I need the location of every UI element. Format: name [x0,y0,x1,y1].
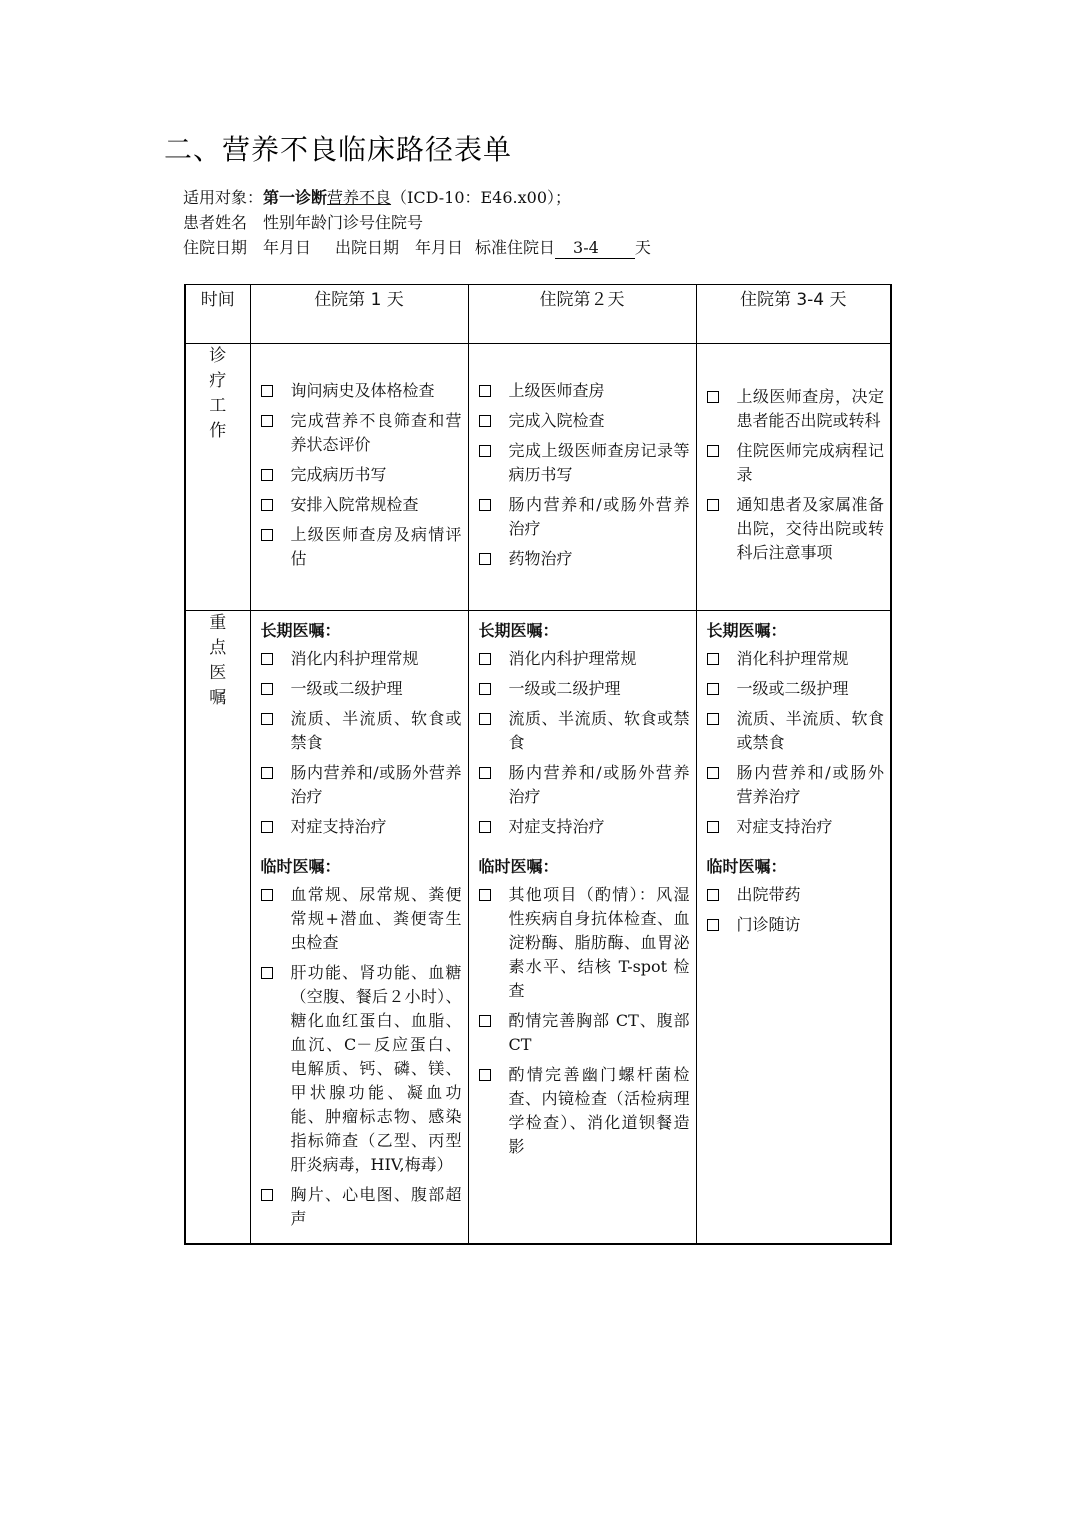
row-label-char: 疗 [209,371,227,391]
checklist-item [707,493,885,565]
orders-day1-cell [250,611,468,1245]
header-day2: 住院第２天 [468,285,696,344]
checklist-item [707,677,885,701]
applicable-line [183,186,571,210]
standard-stay-days: 3-4 [555,238,635,259]
checklist-item-text: 完成病历书写 [290,465,387,484]
checkbox[interactable] [261,683,273,695]
checklist-item [261,493,462,517]
row-label-treatment [185,344,250,611]
checklist-item-text: 上级医师查房 [508,381,605,400]
checklist-item [707,647,885,671]
checkbox[interactable] [479,445,491,457]
treatment-day2-cell [468,344,696,611]
row-label-char: 重 [209,613,227,633]
checklist-item-text: 血常规、尿常规、粪便常规+潜血、粪便寄生虫检查 [290,885,462,952]
checkbox[interactable] [261,821,273,833]
checklist-item [261,409,462,457]
checkbox[interactable] [707,499,719,511]
checkbox[interactable] [261,767,273,779]
checkbox[interactable] [479,499,491,511]
checkbox[interactable] [479,385,491,397]
checklist-item-text: 酌情完善幽门螺杆菌检查、内镜检查（活检病理学检查）、消化道钡餐造影 [508,1065,690,1156]
checkbox[interactable] [261,653,273,665]
checklist-item [479,493,690,541]
checklist-item [261,883,462,955]
row-label-char: 作 [209,421,227,441]
checkbox[interactable] [261,967,273,979]
checklist-item [707,913,885,937]
checklist-item-text: 流质、半流质、软食或禁食 [290,709,462,752]
checklist-item [479,439,690,487]
checkbox[interactable] [261,469,273,481]
checkbox[interactable] [707,821,719,833]
checklist-item [479,647,690,671]
checklist-item [479,1063,690,1159]
checklist-item [261,815,462,839]
checklist-item-text: 肝功能、肾功能、血糖（空腹、餐后２小时）、糖化血红蛋白、血脂、血沉、C－反应蛋白、电解质、钙、磷、镁、甲状腺功能、凝血功能、肿瘤标志物、感染指标筛查（乙型、丙型肝炎病毒，HIV,梅毒） [290,963,462,1174]
discharge-date: 出院日期 年月日 [335,238,464,257]
checklist-item-text: 完成入院检查 [508,411,605,430]
days-unit: 天 [634,238,651,257]
checklist-item [707,883,885,907]
checkbox[interactable] [479,889,491,901]
temporary-orders-heading: 临时医嘱： [260,857,341,876]
long-term-orders-heading: 长期医嘱： [706,621,787,640]
checklist-item-text: 一级或二级护理 [508,679,621,698]
treatment-work-row [185,344,891,611]
checkbox[interactable] [479,1015,491,1027]
row-label-char: 嘱 [209,688,227,708]
checkbox[interactable] [707,767,719,779]
treatment-day1-cell [250,344,468,611]
checklist-item-text: 胸片、心电图、腹部超声 [290,1185,462,1228]
checklist-item-text: 肠内营养和/或肠外营养治疗 [736,763,884,806]
long-term-orders-heading: 长期医嘱： [260,621,341,640]
icd-code: （ICD-10：E46.x00）； [391,188,572,207]
first-diagnosis-label: 第一诊断 [263,188,328,207]
checkbox[interactable] [707,391,719,403]
long-term-orders-heading: 长期医嘱： [478,621,559,640]
checkbox[interactable] [479,653,491,665]
header-row [185,285,891,344]
checkbox[interactable] [261,415,273,427]
checkbox[interactable] [261,889,273,901]
checklist-item-text: 一级或二级护理 [290,679,403,698]
checkbox[interactable] [261,1189,273,1201]
checkbox[interactable] [261,529,273,541]
orders-day2-cell [468,611,696,1245]
checkbox[interactable] [261,713,273,725]
checklist-item-text: 消化内科护理常规 [290,649,419,668]
checklist-item-text: 住院医师完成病程记录 [736,441,884,484]
row-label-char: 诊 [209,346,227,366]
checklist-item [479,379,690,403]
temporary-orders-heading: 临时医嘱： [706,857,787,876]
checklist-item [479,409,690,433]
checklist-item-text: 门诊随访 [736,915,801,934]
checkbox[interactable] [261,499,273,511]
checklist-item-text: 上级医师查房，决定患者能否出院或转科 [736,387,884,430]
checklist-item [261,1183,462,1231]
checklist-item [261,761,462,809]
key-orders-row [185,611,891,1245]
patient-info-line: 患者姓名 性别年龄门诊号住院号 [183,213,424,232]
checklist-item-text: 消化内科护理常规 [508,649,637,668]
checkbox[interactable] [479,767,491,779]
checklist-item [479,677,690,701]
checklist-item-text: 酌情完善胸部 CT、腹部 CT [508,1011,690,1054]
checkbox[interactable] [707,919,719,931]
checklist-item [479,883,690,1003]
checklist-item-text: 对症支持治疗 [290,817,387,836]
checklist-item-text: 肠内营养和/或肠外营养治疗 [508,763,690,806]
diagnosis-value: 营养不良 [327,188,392,207]
dates-line [183,236,651,260]
checklist-item-text: 药物治疗 [508,549,573,568]
checklist-item-text: 肠内营养和/或肠外营养治疗 [290,763,462,806]
checklist-item [261,677,462,701]
checklist-item-text: 安排入院常规检查 [290,495,419,514]
row-label-char: 点 [209,638,227,658]
checklist-item-text: 出院带药 [736,885,801,904]
checklist-item-text: 一级或二级护理 [736,679,849,698]
row-label-char: 医 [209,663,227,683]
checkbox[interactable] [707,889,719,901]
checkbox[interactable] [707,683,719,695]
checklist-item [479,1009,690,1057]
checklist-item-text: 对症支持治疗 [736,817,833,836]
checklist-item [479,761,690,809]
row-label-orders [185,611,250,1245]
checklist-item [261,463,462,487]
checklist-item-text: 上级医师查房及病情评估 [290,525,462,568]
checklist-item-text: 消化科护理常规 [736,649,849,668]
checklist-item [261,961,462,1177]
checkbox[interactable] [479,553,491,565]
row-label-char: 工 [209,396,227,416]
checklist-item [707,439,885,487]
checkbox[interactable] [479,1069,491,1081]
checklist-item [261,647,462,671]
checklist-item-text: 肠内营养和/或肠外营养治疗 [508,495,690,538]
checkbox[interactable] [479,821,491,833]
admission-date: 住院日期 年月日 [183,238,312,257]
checkbox[interactable] [261,385,273,397]
checklist-item-text: 其他项目（酌情）：风湿性疾病自身抗体检查、血淀粉酶、脂肪酶、血胃泌素水平、结核 T-spot 检查 [508,885,690,1000]
checklist-item [261,379,462,403]
checklist-item [261,707,462,755]
checklist-item [707,385,885,433]
checkbox[interactable] [479,415,491,427]
orders-day3-4-cell [696,611,891,1245]
checklist-item [707,815,885,839]
header-day3-4: 住院第 3-4 天 [696,285,891,344]
checklist-item-text: 完成上级医师查房记录等病历书写 [508,441,690,484]
checklist-item-text: 流质、半流质、软食或禁食 [736,709,884,752]
checklist-item-text: 对症支持治疗 [508,817,605,836]
checkbox[interactable] [707,713,719,725]
checklist-item [479,815,690,839]
checkbox[interactable] [707,653,719,665]
checklist-item-text: 询问病史及体格检查 [290,381,435,400]
checklist-item [479,547,690,571]
checklist-item [261,523,462,571]
temporary-orders-heading: 临时医嘱： [478,857,559,876]
applicable-label: 适用对象： [183,188,264,207]
checkbox[interactable] [479,683,491,695]
header-time: 时间 [185,285,250,344]
clinical-pathway-table [184,284,892,1245]
standard-stay-label: 标准住院日 [475,238,556,257]
checklist-item-text: 完成营养不良筛查和营养状态评价 [290,411,462,454]
treatment-day3-4-cell [696,344,891,611]
checklist-item-text: 流质、半流质、软食或禁食 [508,709,690,752]
checklist-item [479,707,690,755]
checklist-item [707,707,885,755]
header-day1: 住院第 1 天 [250,285,468,344]
checkbox[interactable] [479,713,491,725]
page-title: 二、营养不良临床路径表单 [164,133,513,166]
checklist-item-text: 通知患者及家属准备出院，交待出院或转科后注意事项 [736,495,884,562]
checkbox[interactable] [707,445,719,457]
checklist-item [707,761,885,809]
